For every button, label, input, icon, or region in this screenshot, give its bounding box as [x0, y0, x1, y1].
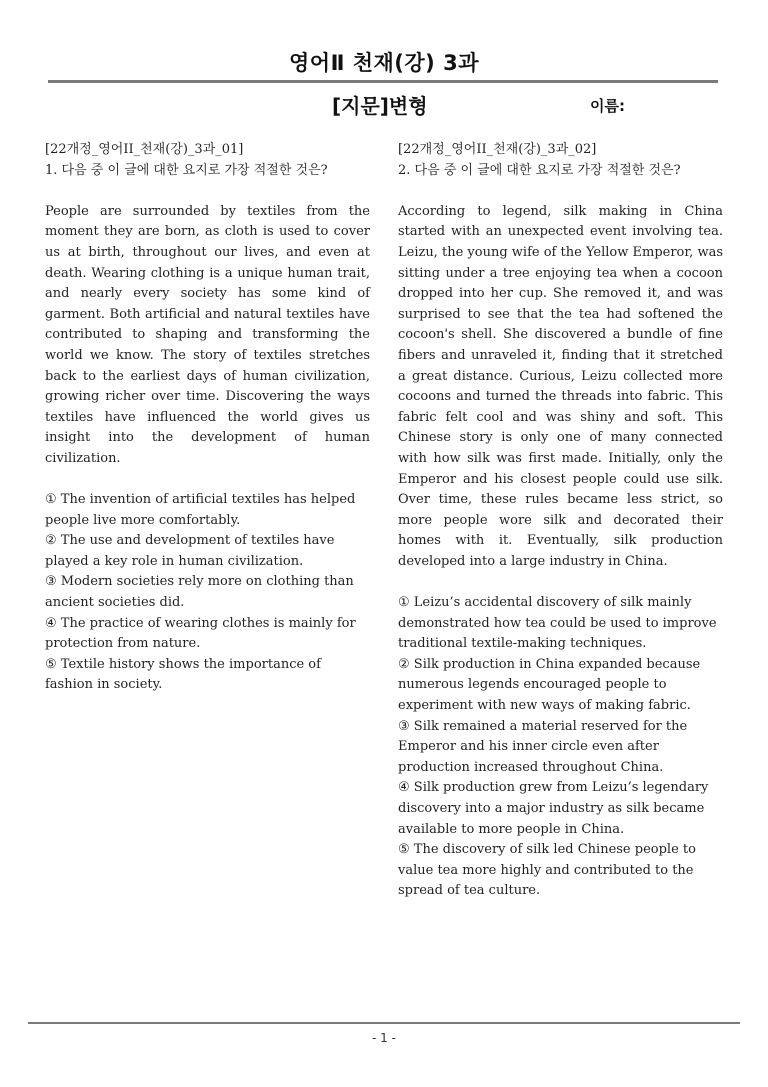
- choice-item: ① The invention of artificial textiles has helped people live more comfortably.: [45, 492, 356, 528]
- choice-item: ④ The practice of wearing clothes is mainly for protection from nature.: [45, 615, 356, 652]
- question-2-prompt: 2. 다음 중 이 글에 대한 요지로 가장 적절한 것은?: [398, 162, 681, 178]
- header-divider: [48, 80, 718, 83]
- question-2-choices: [398, 593, 723, 902]
- choice-item: ② Silk production in China expanded because numerous legends encouraged people to experiment with new ways of making fabric.: [398, 656, 701, 714]
- question-1: [45, 140, 370, 696]
- choice-item: ② The use and development of textiles have played a key role in human civilization.: [45, 533, 335, 569]
- question-2-passage: According to legend, silk making in China started with an unexpected event involving tea. Leizu, the young wife of the Yellow Emperor, was sitting under a tree enjoying tea when a cocoon dropped into her cup. She removed it, and was surprised to see that the tea had softened the cocoon's shell. She discovered a bundle of fine fibers and unraveled it, finding that it stretched a great distance. Curious, Leizu collected more cocoons and turned the threads into fabric. This fabric felt cool and was shiny and soft. This Chinese story is only one of many connected with how silk was first made. Initially, only the Emperor and his closest people could use silk. Over time, these rules became less strict, so more people wore silk and decorated their homes with it. Eventually, silk production developed into a large industry in China.: [398, 203, 723, 569]
- question-2: [398, 140, 723, 902]
- choice-item: ⑤ Textile history shows the importance of fashion in society.: [45, 656, 321, 693]
- page-title: 영어Ⅱ 천재(강) 3과: [289, 51, 479, 75]
- choice-item: ③ Silk remained a material reserved for the Emperor and his inner circle even after production increased throughout China.: [398, 718, 688, 775]
- question-2-code: [22개정_영어II_천재(강)_3과_02]: [398, 142, 597, 157]
- choice-item: ④ Silk production grew from Leizu’s legendary discovery into a major industry as silk became available to more people in China.: [398, 780, 709, 837]
- page-number: - 1 -: [372, 1031, 396, 1045]
- choice-item: ⑤ The discovery of silk led Chinese people to value tea more highly and contributed to the spread of tea culture.: [398, 842, 696, 899]
- choice-item: ③ Modern societies rely more on clothing than ancient societies did.: [45, 574, 354, 611]
- question-1-header: [45, 140, 370, 181]
- footer-divider: [28, 1022, 740, 1024]
- question-2-header: [398, 140, 723, 181]
- question-1-code: [22개정_영어II_천재(강)_3과_01]: [45, 142, 244, 157]
- question-1-prompt: 1. 다음 중 이 글에 대한 요지로 가장 적절한 것은?: [45, 162, 328, 178]
- question-1-passage: People are surrounded by textiles from the moment they are born, as cloth is used to cover us at birth, throughout our lives, and even at death. Wearing clothing is a unique human trait, and nearly every society has some kind of garment. Both artificial and natural textiles have contributed to shaping and transforming the world we know. The story of textiles stretches back to the earliest days of human civilization, growing richer over time. Discovering the ways textiles have influenced the world gives us insight into the development of human civilization.: [45, 203, 370, 466]
- question-1-choices: [45, 490, 370, 696]
- name-label: 이름:: [590, 97, 625, 115]
- choice-item: ① Leizu’s accidental discovery of silk mainly demonstrated how tea could be used to improve traditional textile-making techniques.: [398, 595, 717, 652]
- page-subtitle: [지문]변형: [332, 94, 428, 118]
